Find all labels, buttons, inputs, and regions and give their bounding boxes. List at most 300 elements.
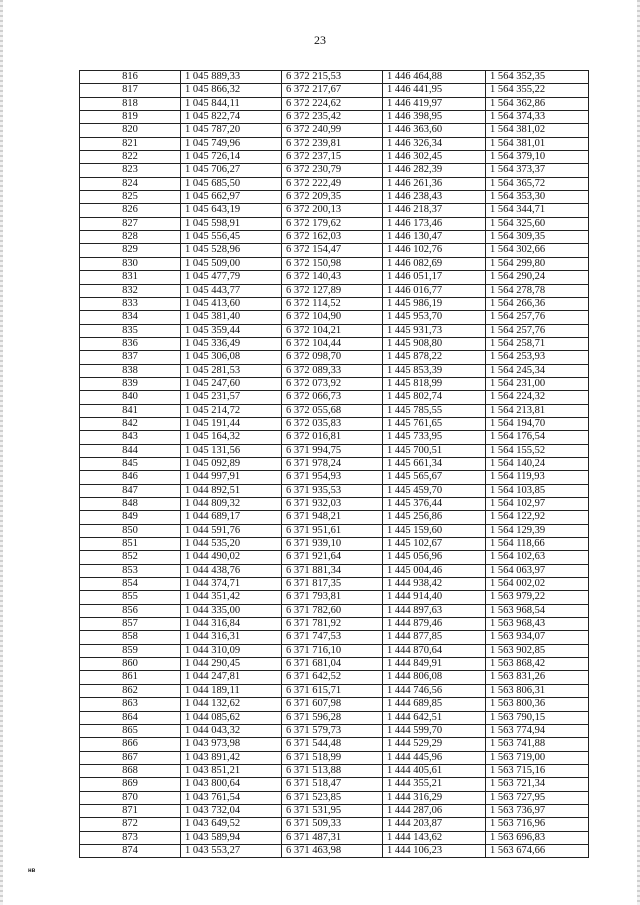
coord-y1-cell: 6 371 544,48 xyxy=(282,738,383,751)
coord-y1-cell: 6 372 016,81 xyxy=(282,431,383,444)
table-row xyxy=(80,551,589,564)
coord-x2-cell: 1 445 700,51 xyxy=(383,444,486,457)
coord-y1-cell: 6 372 179,62 xyxy=(282,217,383,230)
footer-mark: нв xyxy=(28,868,36,874)
coord-y1-cell: 6 371 951,61 xyxy=(282,524,383,537)
coord-x1-cell: 1 045 822,74 xyxy=(181,111,282,124)
coord-x2-cell: 1 444 879,46 xyxy=(383,618,486,631)
coord-x2-cell: 1 446 326,34 xyxy=(383,137,486,150)
coord-x1-cell: 1 045 231,57 xyxy=(181,391,282,404)
coordinates-table-body xyxy=(80,71,589,858)
point-number-cell: 818 xyxy=(80,97,181,110)
coord-y1-cell: 6 372 140,43 xyxy=(282,271,383,284)
coord-y1-cell: 6 372 066,73 xyxy=(282,391,383,404)
table-row xyxy=(80,738,589,751)
table-row xyxy=(80,124,589,137)
point-number-cell: 826 xyxy=(80,204,181,217)
coord-y1-cell: 6 371 747,53 xyxy=(282,631,383,644)
coord-x1-cell: 1 044 189,11 xyxy=(181,684,282,697)
coord-y2-cell: 1 564 299,80 xyxy=(486,257,589,270)
point-number-cell: 860 xyxy=(80,658,181,671)
point-number-cell: 821 xyxy=(80,137,181,150)
coord-y2-cell: 1 564 302,66 xyxy=(486,244,589,257)
coord-y1-cell: 6 371 579,73 xyxy=(282,724,383,737)
table-row xyxy=(80,364,589,377)
coord-y2-cell: 1 564 290,24 xyxy=(486,271,589,284)
point-number-cell: 827 xyxy=(80,217,181,230)
page-number: 23 xyxy=(314,33,326,47)
coord-x2-cell: 1 446 016,77 xyxy=(383,284,486,297)
coord-x1-cell: 1 044 085,62 xyxy=(181,711,282,724)
coord-y2-cell: 1 564 245,34 xyxy=(486,364,589,377)
coord-x1-cell: 1 043 649,52 xyxy=(181,818,282,831)
coord-y2-cell: 1 563 968,43 xyxy=(486,618,589,631)
point-number-cell: 816 xyxy=(80,71,181,84)
coord-x1-cell: 1 045 528,96 xyxy=(181,244,282,257)
coord-y2-cell: 1 564 353,30 xyxy=(486,191,589,204)
point-number-cell: 848 xyxy=(80,498,181,511)
coord-y2-cell: 1 564 063,97 xyxy=(486,564,589,577)
table-row xyxy=(80,244,589,257)
coord-y2-cell: 1 563 715,16 xyxy=(486,764,589,777)
table-row xyxy=(80,471,589,484)
point-number-cell: 845 xyxy=(80,457,181,470)
coord-x1-cell: 1 045 866,32 xyxy=(181,84,282,97)
coord-x1-cell: 1 043 973,98 xyxy=(181,738,282,751)
coord-x2-cell: 1 445 818,99 xyxy=(383,377,486,390)
point-number-cell: 837 xyxy=(80,351,181,364)
coord-x2-cell: 1 444 445,96 xyxy=(383,751,486,764)
table-row xyxy=(80,671,589,684)
coord-y1-cell: 6 371 781,92 xyxy=(282,618,383,631)
coord-x2-cell: 1 446 082,69 xyxy=(383,257,486,270)
coord-x2-cell: 1 444 143,62 xyxy=(383,831,486,844)
table-row xyxy=(80,831,589,844)
coord-x2-cell: 1 444 106,23 xyxy=(383,844,486,857)
coord-y2-cell: 1 564 374,33 xyxy=(486,111,589,124)
coord-x1-cell: 1 044 335,00 xyxy=(181,604,282,617)
coord-y1-cell: 6 371 513,88 xyxy=(282,764,383,777)
coord-y1-cell: 6 371 615,71 xyxy=(282,684,383,697)
coord-y1-cell: 6 372 089,33 xyxy=(282,364,383,377)
coord-x1-cell: 1 045 092,89 xyxy=(181,457,282,470)
coord-x1-cell: 1 045 556,45 xyxy=(181,231,282,244)
coord-x1-cell: 1 043 732,04 xyxy=(181,804,282,817)
coord-x1-cell: 1 045 336,49 xyxy=(181,337,282,350)
coord-y2-cell: 1 564 355,22 xyxy=(486,84,589,97)
coord-x2-cell: 1 444 287,06 xyxy=(383,804,486,817)
point-number-cell: 851 xyxy=(80,538,181,551)
point-number-cell: 869 xyxy=(80,778,181,791)
table-row xyxy=(80,71,589,84)
table-row xyxy=(80,791,589,804)
coord-x2-cell: 1 444 529,29 xyxy=(383,738,486,751)
coord-x2-cell: 1 446 302,45 xyxy=(383,151,486,164)
coord-y2-cell: 1 563 719,00 xyxy=(486,751,589,764)
coord-y2-cell: 1 563 727,95 xyxy=(486,791,589,804)
coord-y1-cell: 6 371 935,53 xyxy=(282,484,383,497)
coord-x2-cell: 1 445 661,34 xyxy=(383,457,486,470)
coord-y1-cell: 6 371 487,31 xyxy=(282,831,383,844)
coord-y2-cell: 1 563 979,22 xyxy=(486,591,589,604)
coord-x2-cell: 1 446 261,36 xyxy=(383,177,486,190)
coord-y1-cell: 6 372 162,03 xyxy=(282,231,383,244)
point-number-cell: 823 xyxy=(80,164,181,177)
coord-y1-cell: 6 372 237,15 xyxy=(282,151,383,164)
coord-y2-cell: 1 564 253,93 xyxy=(486,351,589,364)
coord-y2-cell: 1 564 129,39 xyxy=(486,524,589,537)
table-row xyxy=(80,84,589,97)
coord-y2-cell: 1 564 118,66 xyxy=(486,538,589,551)
coord-y1-cell: 6 371 954,93 xyxy=(282,471,383,484)
point-number-cell: 853 xyxy=(80,564,181,577)
coord-y1-cell: 6 372 150,98 xyxy=(282,257,383,270)
coord-y1-cell: 6 372 035,83 xyxy=(282,417,383,430)
coord-x1-cell: 1 045 164,32 xyxy=(181,431,282,444)
coord-x1-cell: 1 044 892,51 xyxy=(181,484,282,497)
coord-x1-cell: 1 043 891,42 xyxy=(181,751,282,764)
coord-x1-cell: 1 043 851,21 xyxy=(181,764,282,777)
coord-y2-cell: 1 563 806,31 xyxy=(486,684,589,697)
coord-x1-cell: 1 044 997,91 xyxy=(181,471,282,484)
table-row xyxy=(80,337,589,350)
table-row xyxy=(80,591,589,604)
coord-y1-cell: 6 371 531,95 xyxy=(282,804,383,817)
point-number-cell: 854 xyxy=(80,578,181,591)
table-row xyxy=(80,457,589,470)
coord-x2-cell: 1 445 459,70 xyxy=(383,484,486,497)
coord-x1-cell: 1 045 643,19 xyxy=(181,204,282,217)
coord-x2-cell: 1 444 849,91 xyxy=(383,658,486,671)
point-number-cell: 833 xyxy=(80,297,181,310)
coord-x2-cell: 1 446 282,39 xyxy=(383,164,486,177)
coord-y1-cell: 6 371 782,60 xyxy=(282,604,383,617)
coord-x1-cell: 1 044 438,76 xyxy=(181,564,282,577)
coord-y2-cell: 1 564 119,93 xyxy=(486,471,589,484)
coord-y2-cell: 1 564 266,36 xyxy=(486,297,589,310)
coord-y1-cell: 6 371 607,98 xyxy=(282,698,383,711)
point-number-cell: 844 xyxy=(80,444,181,457)
coord-x2-cell: 1 445 733,95 xyxy=(383,431,486,444)
table-row xyxy=(80,404,589,417)
coord-x2-cell: 1 445 565,67 xyxy=(383,471,486,484)
coord-y2-cell: 1 563 800,36 xyxy=(486,698,589,711)
table-row xyxy=(80,217,589,230)
coord-y1-cell: 6 372 200,13 xyxy=(282,204,383,217)
coord-y2-cell: 1 563 968,54 xyxy=(486,604,589,617)
coord-x2-cell: 1 445 056,96 xyxy=(383,551,486,564)
table-row xyxy=(80,751,589,764)
coord-y1-cell: 6 371 523,85 xyxy=(282,791,383,804)
point-number-cell: 874 xyxy=(80,844,181,857)
coord-y2-cell: 1 563 721,34 xyxy=(486,778,589,791)
coordinates-table xyxy=(79,70,589,858)
table-row xyxy=(80,564,589,577)
coord-x1-cell: 1 044 043,32 xyxy=(181,724,282,737)
point-number-cell: 850 xyxy=(80,524,181,537)
coord-x2-cell: 1 446 173,46 xyxy=(383,217,486,230)
point-number-cell: 864 xyxy=(80,711,181,724)
coord-x2-cell: 1 444 877,85 xyxy=(383,631,486,644)
table-row xyxy=(80,417,589,430)
coord-x1-cell: 1 044 535,20 xyxy=(181,538,282,551)
coord-x1-cell: 1 045 889,33 xyxy=(181,71,282,84)
coord-x2-cell: 1 444 938,42 xyxy=(383,578,486,591)
coord-y1-cell: 6 372 217,67 xyxy=(282,84,383,97)
point-number-cell: 859 xyxy=(80,644,181,657)
coord-y1-cell: 6 371 994,75 xyxy=(282,444,383,457)
coord-y2-cell: 1 563 868,42 xyxy=(486,658,589,671)
coord-x1-cell: 1 045 247,60 xyxy=(181,377,282,390)
coord-x1-cell: 1 045 191,44 xyxy=(181,417,282,430)
point-number-cell: 847 xyxy=(80,484,181,497)
coord-y1-cell: 6 372 230,79 xyxy=(282,164,383,177)
table-row xyxy=(80,284,589,297)
coord-x1-cell: 1 044 132,62 xyxy=(181,698,282,711)
coord-y2-cell: 1 563 774,94 xyxy=(486,724,589,737)
coord-y1-cell: 6 371 463,98 xyxy=(282,844,383,857)
table-row xyxy=(80,724,589,737)
table-row xyxy=(80,698,589,711)
point-number-cell: 866 xyxy=(80,738,181,751)
table-row xyxy=(80,164,589,177)
coord-x1-cell: 1 045 359,44 xyxy=(181,324,282,337)
coord-x1-cell: 1 044 316,84 xyxy=(181,618,282,631)
coord-y2-cell: 1 564 257,76 xyxy=(486,311,589,324)
table-row xyxy=(80,191,589,204)
coord-x1-cell: 1 043 553,27 xyxy=(181,844,282,857)
point-number-cell: 867 xyxy=(80,751,181,764)
coord-y1-cell: 6 372 224,62 xyxy=(282,97,383,110)
coord-x2-cell: 1 445 878,22 xyxy=(383,351,486,364)
coord-x2-cell: 1 444 746,56 xyxy=(383,684,486,697)
coord-y1-cell: 6 372 055,68 xyxy=(282,404,383,417)
coord-x1-cell: 1 045 413,60 xyxy=(181,297,282,310)
table-row xyxy=(80,658,589,671)
point-number-cell: 862 xyxy=(80,684,181,697)
coord-y1-cell: 6 371 793,81 xyxy=(282,591,383,604)
coord-x1-cell: 1 045 685,50 xyxy=(181,177,282,190)
table-row xyxy=(80,818,589,831)
coord-y2-cell: 1 564 213,81 xyxy=(486,404,589,417)
point-number-cell: 855 xyxy=(80,591,181,604)
coord-y2-cell: 1 564 352,35 xyxy=(486,71,589,84)
coord-y2-cell: 1 564 381,01 xyxy=(486,137,589,150)
point-number-cell: 829 xyxy=(80,244,181,257)
table-row xyxy=(80,711,589,724)
point-number-cell: 828 xyxy=(80,231,181,244)
coord-y2-cell: 1 564 231,00 xyxy=(486,377,589,390)
coord-y1-cell: 6 371 596,28 xyxy=(282,711,383,724)
table-row xyxy=(80,804,589,817)
coord-y1-cell: 6 372 127,89 xyxy=(282,284,383,297)
table-row xyxy=(80,257,589,270)
table-row xyxy=(80,778,589,791)
point-number-cell: 852 xyxy=(80,551,181,564)
point-number-cell: 872 xyxy=(80,818,181,831)
point-number-cell: 819 xyxy=(80,111,181,124)
point-number-cell: 820 xyxy=(80,124,181,137)
point-number-cell: 871 xyxy=(80,804,181,817)
coord-y1-cell: 6 372 098,70 xyxy=(282,351,383,364)
coord-x2-cell: 1 445 761,65 xyxy=(383,417,486,430)
coord-y1-cell: 6 372 114,52 xyxy=(282,297,383,310)
coord-y2-cell: 1 564 102,97 xyxy=(486,498,589,511)
table-row xyxy=(80,511,589,524)
point-number-cell: 873 xyxy=(80,831,181,844)
coord-x2-cell: 1 445 785,55 xyxy=(383,404,486,417)
point-number-cell: 842 xyxy=(80,417,181,430)
coord-y2-cell: 1 564 002,02 xyxy=(486,578,589,591)
coord-y1-cell: 6 371 681,04 xyxy=(282,658,383,671)
coord-x1-cell: 1 044 351,42 xyxy=(181,591,282,604)
coord-x1-cell: 1 044 316,31 xyxy=(181,631,282,644)
coord-y1-cell: 6 371 921,64 xyxy=(282,551,383,564)
coord-y2-cell: 1 564 258,71 xyxy=(486,337,589,350)
coord-x1-cell: 1 044 247,81 xyxy=(181,671,282,684)
table-row xyxy=(80,97,589,110)
coord-y2-cell: 1 564 344,71 xyxy=(486,204,589,217)
table-row xyxy=(80,644,589,657)
coord-x2-cell: 1 446 238,43 xyxy=(383,191,486,204)
coord-x2-cell: 1 445 802,74 xyxy=(383,391,486,404)
coord-y2-cell: 1 563 831,26 xyxy=(486,671,589,684)
coord-y2-cell: 1 563 736,97 xyxy=(486,804,589,817)
coord-x1-cell: 1 045 749,96 xyxy=(181,137,282,150)
coord-y1-cell: 6 372 239,81 xyxy=(282,137,383,150)
coord-x2-cell: 1 444 203,87 xyxy=(383,818,486,831)
point-number-cell: 836 xyxy=(80,337,181,350)
point-number-cell: 830 xyxy=(80,257,181,270)
coord-y2-cell: 1 563 716,96 xyxy=(486,818,589,831)
coord-x2-cell: 1 446 441,95 xyxy=(383,84,486,97)
coord-x1-cell: 1 044 490,02 xyxy=(181,551,282,564)
table-row xyxy=(80,538,589,551)
coord-y2-cell: 1 564 278,78 xyxy=(486,284,589,297)
coord-x1-cell: 1 045 787,20 xyxy=(181,124,282,137)
coord-x1-cell: 1 045 662,97 xyxy=(181,191,282,204)
coord-y1-cell: 6 372 104,21 xyxy=(282,324,383,337)
coord-y1-cell: 6 372 215,53 xyxy=(282,71,383,84)
coord-y2-cell: 1 563 902,85 xyxy=(486,644,589,657)
point-number-cell: 831 xyxy=(80,271,181,284)
coord-y2-cell: 1 564 362,86 xyxy=(486,97,589,110)
coord-x2-cell: 1 446 218,37 xyxy=(383,204,486,217)
coord-x1-cell: 1 045 598,91 xyxy=(181,217,282,230)
point-number-cell: 861 xyxy=(80,671,181,684)
scan-edge-left xyxy=(0,0,3,905)
coord-x2-cell: 1 445 376,44 xyxy=(383,498,486,511)
coord-x2-cell: 1 444 405,61 xyxy=(383,764,486,777)
coord-y1-cell: 6 372 104,90 xyxy=(282,311,383,324)
coord-y1-cell: 6 371 948,21 xyxy=(282,511,383,524)
coord-x1-cell: 1 045 509,00 xyxy=(181,257,282,270)
coord-x2-cell: 1 444 914,40 xyxy=(383,591,486,604)
table-row xyxy=(80,271,589,284)
coord-x2-cell: 1 445 102,67 xyxy=(383,538,486,551)
coord-x2-cell: 1 445 908,80 xyxy=(383,337,486,350)
point-number-cell: 863 xyxy=(80,698,181,711)
point-number-cell: 843 xyxy=(80,431,181,444)
coord-x2-cell: 1 446 051,17 xyxy=(383,271,486,284)
coord-x2-cell: 1 444 897,63 xyxy=(383,604,486,617)
coord-x2-cell: 1 445 004,46 xyxy=(383,564,486,577)
coord-y1-cell: 6 372 154,47 xyxy=(282,244,383,257)
coord-y1-cell: 6 371 642,52 xyxy=(282,671,383,684)
point-number-cell: 824 xyxy=(80,177,181,190)
coord-x2-cell: 1 445 159,60 xyxy=(383,524,486,537)
coord-x2-cell: 1 444 599,70 xyxy=(383,724,486,737)
coord-y1-cell: 6 371 881,34 xyxy=(282,564,383,577)
point-number-cell: 858 xyxy=(80,631,181,644)
table-row xyxy=(80,604,589,617)
coord-x2-cell: 1 445 931,73 xyxy=(383,324,486,337)
point-number-cell: 868 xyxy=(80,764,181,777)
coord-y2-cell: 1 563 741,88 xyxy=(486,738,589,751)
point-number-cell: 822 xyxy=(80,151,181,164)
coord-y2-cell: 1 564 379,10 xyxy=(486,151,589,164)
coord-x1-cell: 1 044 374,71 xyxy=(181,578,282,591)
point-number-cell: 838 xyxy=(80,364,181,377)
table-row xyxy=(80,111,589,124)
coord-y1-cell: 6 371 939,10 xyxy=(282,538,383,551)
table-row xyxy=(80,498,589,511)
table-row xyxy=(80,484,589,497)
coord-x1-cell: 1 043 761,54 xyxy=(181,791,282,804)
point-number-cell: 849 xyxy=(80,511,181,524)
coord-x2-cell: 1 446 464,88 xyxy=(383,71,486,84)
coord-y1-cell: 6 371 716,10 xyxy=(282,644,383,657)
point-number-cell: 870 xyxy=(80,791,181,804)
coord-y2-cell: 1 564 224,32 xyxy=(486,391,589,404)
point-number-cell: 856 xyxy=(80,604,181,617)
coord-x2-cell: 1 446 398,95 xyxy=(383,111,486,124)
coord-y2-cell: 1 564 381,02 xyxy=(486,124,589,137)
point-number-cell: 817 xyxy=(80,84,181,97)
coord-x2-cell: 1 445 256,86 xyxy=(383,511,486,524)
coord-x2-cell: 1 446 419,97 xyxy=(383,97,486,110)
coord-x1-cell: 1 045 281,53 xyxy=(181,364,282,377)
coord-y1-cell: 6 371 817,35 xyxy=(282,578,383,591)
coord-y2-cell: 1 564 325,60 xyxy=(486,217,589,230)
coord-x1-cell: 1 044 290,45 xyxy=(181,658,282,671)
coord-x1-cell: 1 045 131,56 xyxy=(181,444,282,457)
table-row xyxy=(80,377,589,390)
table-row xyxy=(80,297,589,310)
coord-y2-cell: 1 564 140,24 xyxy=(486,457,589,470)
table-row xyxy=(80,844,589,857)
coord-x1-cell: 1 044 689,17 xyxy=(181,511,282,524)
coord-y2-cell: 1 563 674,66 xyxy=(486,844,589,857)
point-number-cell: 835 xyxy=(80,324,181,337)
coord-y2-cell: 1 564 122,92 xyxy=(486,511,589,524)
coord-x1-cell: 1 045 477,79 xyxy=(181,271,282,284)
table-row xyxy=(80,444,589,457)
coord-y2-cell: 1 564 373,37 xyxy=(486,164,589,177)
table-row xyxy=(80,351,589,364)
coord-x2-cell: 1 446 130,47 xyxy=(383,231,486,244)
coord-x1-cell: 1 045 443,77 xyxy=(181,284,282,297)
coord-x2-cell: 1 446 102,76 xyxy=(383,244,486,257)
coord-x1-cell: 1 044 591,76 xyxy=(181,524,282,537)
point-number-cell: 857 xyxy=(80,618,181,631)
coord-x2-cell: 1 444 642,51 xyxy=(383,711,486,724)
coord-y2-cell: 1 564 176,54 xyxy=(486,431,589,444)
coord-x2-cell: 1 445 853,39 xyxy=(383,364,486,377)
table-row xyxy=(80,578,589,591)
coord-x2-cell: 1 444 689,85 xyxy=(383,698,486,711)
point-number-cell: 840 xyxy=(80,391,181,404)
